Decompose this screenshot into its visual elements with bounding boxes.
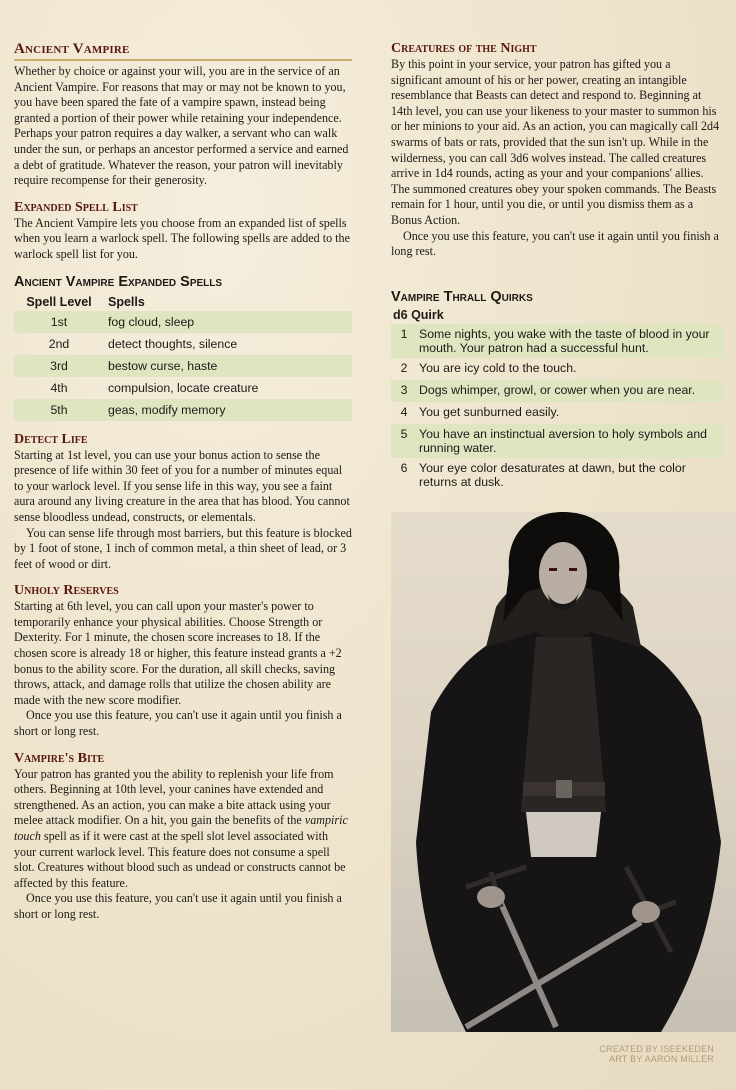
quirk-cell: Your eye color desaturates at dawn, but the color returns at dusk.: [419, 460, 686, 489]
spells-cell: geas, modify memory: [104, 399, 352, 421]
quirks-table: [391, 306, 724, 492]
quirk-cell: You are icy cold to the touch.: [419, 360, 577, 375]
unholy-reserves-p2: Once you use this feature, you can't use it again until you finish a short or long rest.: [14, 708, 342, 739]
table-row: [14, 311, 352, 333]
quirks-header: [391, 306, 724, 324]
table-row: [391, 358, 724, 380]
die-cell: 5: [391, 424, 415, 458]
creatures-of-the-night-p2: Once you use this feature, you can't use it again until you finish a long rest.: [391, 228, 719, 259]
die-cell: 6: [400, 460, 408, 475]
spell-level-header: Spell Level: [26, 294, 92, 309]
creatures-of-the-night-p1: By this point in your service, your patron has gifted you a significant amount of his or her power, creating an intangible resemblance that Beasts can detect and respond to. Beginning at 14th level, you can use your likeness to your master to summon his or her minions to your aid. As an action, you can magically call 2d4 swarms of bats or rats, provided that the sun isn't up. While in the wilderness, you can call 3d6 wolves instead. The called creatures arrive in 1d4 rounds, acting as your and your companions' allies. The summoned creatures obey your spoken commands. The Beasts remain for 1 hour, until you die, or until you dismiss them as a Bonus Action.: [391, 57, 720, 227]
table-row: [14, 399, 352, 421]
quirk-cell: You have an instinctual aversion to holy symbols and running water.: [415, 424, 724, 458]
die-cell: 2: [400, 360, 408, 375]
spell-table: [14, 293, 352, 421]
spells-header: Spells: [108, 294, 145, 309]
spell-level-cell: 5th: [14, 399, 104, 421]
expanded-spell-list-heading: Expanded Spell List: [14, 199, 138, 215]
table-row: [391, 324, 724, 358]
spells-cell: detect thoughts, silence: [108, 336, 238, 351]
vampires-bite-p1-start: Your patron has granted you the ability to replenish your life from others. Beginning at 10th level, your canines have extended and strengthened. As an action, you can make a bite attack using your melee attack modifier. On a hit, you gain the benefits of the: [14, 766, 334, 828]
quirk-header: Quirk: [411, 307, 444, 322]
credits-art-by: ART BY AARON MILLER: [609, 1054, 714, 1064]
vampiric-touch-spell: vampiric touch: [14, 813, 348, 843]
die-cell: 1: [391, 324, 415, 358]
detect-life-p2: You can sense life through most barriers, but this feature is blocked by 1 foot of stone, 1 inch of common metal, a thin sheet of lead, or 3 feet of wood or dirt.: [14, 525, 352, 571]
spells-cell: fog cloud, sleep: [104, 311, 352, 333]
unholy-reserves-heading: Unholy Reserves: [14, 583, 119, 599]
table-row: [14, 355, 352, 377]
eye-left: [549, 568, 557, 571]
creatures-of-the-night-heading: Creatures of the Night: [391, 41, 537, 56]
ancient-vampire-heading: Ancient Vampire: [14, 40, 352, 61]
expanded-spell-list-body: The Ancient Vampire lets you choose from an expanded list of spells when you learn a warlock spell. The following spells are added to the warlock spell list for you.: [14, 215, 350, 261]
vampire-figure-svg: [391, 512, 736, 1032]
vampires-bite-p1: [14, 767, 352, 892]
vampires-bite-p2: Once you use this feature, you can't use it again until you finish a short or long rest.: [14, 891, 342, 921]
detect-life-heading: Detect Life: [14, 431, 88, 447]
die-cell: 4: [400, 404, 408, 419]
spells-cell: bestow curse, haste: [104, 355, 352, 377]
shirt-sleeve: [526, 812, 601, 857]
face-shape: [539, 542, 587, 606]
vampires-bite-heading: Vampire's Bite: [14, 750, 105, 766]
belt-buckle: [556, 780, 572, 798]
unholy-reserves-p1: Starting at 6th level, you can call upon your master's power to temporarily enhance your physical abilities. Choose Strength or Dexterity. For 1 minute, the chosen score increases to 18. If the chosen score is already 18 or higher, this feature instead grants a +2 bonus to the ability score. For the duration, all skill checks, saving throws, attack, and damage rolls that utilize the chosen ability are made with the new score modifier.: [14, 599, 342, 707]
spell-level-cell: 4th: [50, 380, 68, 395]
spell-level-cell: 1st: [14, 311, 104, 333]
left-column: [14, 40, 352, 923]
quirks-table-title: Vampire Thrall Quirks: [391, 288, 533, 305]
quirk-cell: Some nights, you wake with the taste of blood in your mouth. Your patron had a successful hunt.: [415, 324, 724, 358]
die-cell: 3: [391, 380, 415, 402]
quirk-cell: You get sunburned easily.: [419, 404, 560, 419]
vampires-bite-p1-end: spell as if it were cast at the spell slot level associated with your current warlock level. This feature does not consume a spell slot. Creatures without blood such as undead or constructs cannot be affected by this feature.: [14, 829, 346, 890]
credits-created-by: CREATED BY ISEEKEDEN: [599, 1044, 714, 1054]
table-row: [391, 402, 724, 424]
die-header: d6: [393, 307, 408, 322]
spell-level-cell: 3rd: [14, 355, 104, 377]
quirk-cell: Dogs whimper, growl, or cower when you are near.: [415, 380, 724, 402]
credits: [599, 1044, 714, 1064]
vampire-illustration: [391, 512, 736, 1032]
spell-level-cell: 2nd: [48, 336, 70, 351]
table-row: [391, 458, 724, 492]
table-row: [14, 377, 352, 399]
table-row: [391, 380, 724, 402]
ancient-vampire-body: Whether by choice or against your will, you are in the service of an Ancient Vampire. For reasons that may or may not be known to you, you have been spared the fate of a vampire spawn, instead being granted a portion of their power while retaining your independence. Perhaps your patron requires a day walker, a servant who can walk under the sun, or perhaps an ancestor performed a service and earned a debt of gratitude. Whatever the reason, your patron will inevitably require recompense for their generosity.: [14, 64, 349, 188]
table-row: [14, 333, 352, 355]
detect-life-p1: Starting at 1st level, you can use your bonus action to sense the presence of life within 30 feet of you for a number of minutes equal to your warlock level. If you sense life in this way, you see a faint aura around any living creature in the area that has blood. You cannot sense bloodless undead, constructs, or elementals.: [14, 447, 350, 524]
right-column: [391, 40, 724, 492]
spells-cell: compulsion, locate creature: [108, 380, 259, 395]
hand-left: [477, 886, 505, 908]
table-row: [391, 424, 724, 458]
hand-right: [632, 901, 660, 923]
spell-table-title: Ancient Vampire Expanded Spells: [14, 273, 223, 290]
eye-right: [569, 568, 577, 571]
spell-table-header: [14, 293, 352, 311]
quirks-table-header: [391, 306, 724, 324]
